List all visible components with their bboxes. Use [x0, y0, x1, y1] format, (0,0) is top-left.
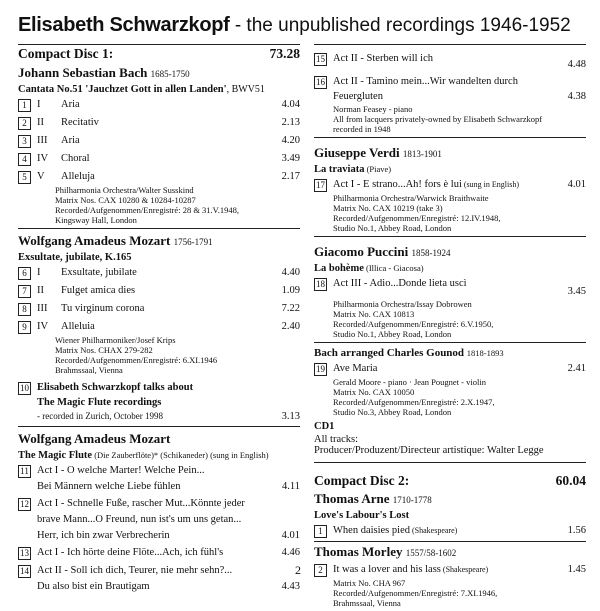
track-row[interactable]: 2 II Recitativ 2.13	[18, 116, 300, 130]
divider	[314, 342, 586, 343]
track-number: 14	[20, 566, 29, 576]
track-row[interactable]: 18 Act III - Adio...Donde lieta uscì 3.45	[316, 278, 586, 297]
page-number: 2	[295, 563, 301, 577]
magic-flute-tracks	[18, 464, 300, 593]
track-time: 4.01	[281, 530, 300, 541]
divider	[18, 426, 300, 427]
composer-years: 1818-1893	[466, 348, 504, 358]
track-number: 16	[316, 77, 325, 87]
track-row[interactable]: 11 Act I - O welche Marter! Welche Pein... Bei Männern welche Liebe fühlen 4.11	[18, 464, 300, 493]
disc1-heading	[18, 46, 300, 62]
track-title: Aria	[61, 99, 80, 110]
disc1-time: 73.28	[269, 46, 300, 61]
disc2-title: Compact Disc 2:	[314, 473, 410, 488]
divider	[314, 541, 586, 542]
page-header	[18, 14, 588, 40]
track-number: 19	[316, 364, 325, 374]
work-exsultate: Exsultate, jubilate, K.165	[18, 252, 132, 263]
track-row[interactable]: 2 It was a lover and his lass (Shakespeare) 1.45	[314, 563, 586, 577]
work-traviata: La traviata (Piave)	[314, 164, 392, 175]
right-column	[314, 52, 586, 611]
track-number: 1	[314, 525, 327, 538]
track-number: 12	[20, 499, 29, 509]
track-row[interactable]: 17 Act I - E strano...Ah! fors è lui (sung in English) 4.01	[316, 179, 586, 190]
track-time: 4.46	[281, 547, 300, 558]
divider	[18, 228, 300, 229]
composer-arne: Thomas Arne 1710-1778	[314, 491, 432, 506]
track-time: 7.22	[281, 303, 300, 314]
track-number: 8	[18, 303, 31, 316]
track-title: Recitativ	[61, 117, 99, 128]
track-title: Choral	[61, 153, 90, 164]
composer-puccini: Giacomo Puccini 1858-1924	[314, 244, 451, 259]
track-time: 4.04	[281, 99, 300, 110]
track-time: 4.40	[281, 267, 300, 278]
track-number: 9	[18, 321, 31, 334]
composer-mozart: Wolfgang Amadeus Mozart 1756-1791	[18, 233, 213, 248]
track-number: 7	[18, 285, 31, 298]
composer-bach: Johann Sebastian Bach 1685-1750	[18, 65, 190, 80]
track-time: 2.13	[281, 117, 300, 128]
disc2-time: 60.04	[555, 473, 586, 488]
work-loves-labours-lost: Love's Labour's Lost	[314, 510, 410, 521]
track-number: 17	[316, 180, 325, 190]
track-row[interactable]: 16 Act II - Tamino mein...Wir wandelten durch Feuergluten 4.38	[316, 76, 586, 102]
track-row[interactable]: 7 II Fulget amica dies 1.09	[18, 284, 300, 298]
track-time: 4.20	[281, 135, 300, 146]
track-row[interactable]: 4 IV Choral 3.49	[18, 152, 300, 166]
track-row[interactable]: 15 Act II - Sterben will ich 4.48	[316, 53, 586, 70]
artist-name: Elisabeth Schwarzkopf	[18, 14, 230, 36]
disc2-heading	[314, 473, 586, 489]
track-title: Alleluja	[61, 171, 95, 182]
track-time: 4.01	[567, 179, 586, 190]
track-title: Aria	[61, 135, 80, 146]
track-time: 2.41	[567, 363, 586, 374]
track-time: 4.43	[281, 581, 300, 592]
heading-gounod: Bach arranged Charles Gounod 1818-1893	[314, 347, 504, 359]
track-time: 1.09	[281, 285, 300, 296]
recording-note: Gerald Moore - piano · Jean Pougnet - violin Matrix No. CAX 10050 Recorded/Aufgenommen/Enregistré: 2.X.1947, Studio No.3, Abbey Road, London	[333, 377, 495, 417]
composer-years: 1813-1901	[402, 149, 442, 159]
disc1-title: Compact Disc 1:	[18, 46, 114, 61]
track-time: 4.48	[567, 59, 586, 70]
track-number: 4	[18, 153, 31, 166]
track-time: 2.40	[281, 321, 300, 332]
talk-line: - recorded in Zurich, October 1998	[37, 411, 163, 421]
talk-line: The Magic Flute recordings	[37, 397, 162, 408]
composer-years: 1685-1750	[150, 69, 190, 79]
recording-note: Matrix No. CHA 967 Recorded/Aufgenommen/Enregistré: 7.XI.1946, Brahmssaal, Vienna	[333, 578, 498, 608]
track-row[interactable]: 13 Act I - Ich hörte deine Flöte...Ach, ich fühl's 4.46	[20, 547, 300, 558]
track-time: 1.56	[567, 525, 586, 536]
cd1-label: CD1	[314, 421, 335, 432]
track-time: 4.11	[282, 481, 300, 492]
all-tracks-label: All tracks:	[314, 434, 359, 445]
work-magic-flute: The Magic Flute (Die Zauberflöte)* (Schikaneder) (sung in English)	[18, 450, 269, 461]
track-time: 3.45	[567, 286, 586, 297]
recording-note: Wiener Philharmoniker/Josef Krips Matrix Nos. CHAX 279-282 Recorded/Aufgenommen/Enregistré: 6.XI.1946 Brahmssaal, Vienna	[55, 335, 218, 375]
track-number: 11	[18, 465, 31, 478]
composer-mozart-2: Wolfgang Amadeus Mozart	[18, 431, 171, 446]
track-row[interactable]: 1 I Aria 4.04	[18, 98, 300, 112]
work-boheme: La bohème (Illica - Giacosa)	[314, 263, 424, 274]
track-number: 15	[316, 54, 325, 64]
track-row[interactable]: 1 When daisies pied (Shakespeare) 1.56	[314, 524, 586, 538]
composer-verdi: Giuseppe Verdi 1813-1901	[314, 145, 442, 160]
track-row[interactable]: 12 Act I - Schnelle Fuße, rascher Mut...Könnte jeder brave Mann...O Freund, nun ist's um uns getan... Herr, ich bin zwar Verbrecherin 4.01	[20, 498, 300, 541]
recording-note: Norman Feasey - piano All from lacquers privately-owned by Elisabeth Schwarzkopf recorded in 1948	[333, 104, 543, 134]
left-column	[18, 46, 300, 593]
track-title: Alleluia	[61, 321, 95, 332]
left-top-rule	[18, 44, 300, 45]
track-number: 6	[18, 267, 31, 280]
bach-tracks	[18, 98, 300, 184]
track-number: 18	[316, 279, 325, 289]
track-row[interactable]: 9 IV Alleluia 2.40	[18, 320, 300, 334]
divider	[314, 236, 586, 237]
track-number: 1	[18, 99, 31, 112]
track-row[interactable]: 19 Ave Maria 2.41	[316, 363, 586, 374]
divider	[314, 462, 586, 463]
track-time: 2.17	[281, 171, 300, 182]
composer-morley: Thomas Morley 1557/58-1602	[314, 544, 457, 559]
track-number: 5	[18, 171, 31, 184]
track-row-talk[interactable]	[18, 381, 300, 423]
track-row[interactable]: 14 Act II - Soll ich dich, Teurer, nie mehr sehn?... Du also bist ein Brautigam 4.43	[20, 565, 300, 592]
track-title: Fulget amica dies	[61, 285, 136, 296]
producer-credit: Producer/Produzent/Directeur artistique: Walter Legge	[314, 445, 544, 456]
recording-note: Philharmonia Orchestra/Walter Susskind Matrix Nos. CAX 10280 & 10284-10287 Recorded/Aufgenommen/Enregistré: 28 & 31.V.1948, Kingsway Hall, London	[55, 185, 239, 225]
track-number: 13	[20, 548, 29, 558]
track-time: 3.49	[281, 153, 300, 164]
composer-years: 1756-1791	[173, 237, 213, 247]
divider	[314, 137, 586, 138]
track-row[interactable]: 3 III Aria 4.20	[18, 134, 300, 148]
track-time: 4.38	[567, 91, 586, 102]
track-title: Tu virginum corona	[61, 303, 145, 314]
right-top-rule	[314, 44, 586, 45]
track-time: 3.13	[281, 411, 300, 422]
track-number: 10	[20, 383, 29, 393]
talk-line: Elisabeth Schwarzkopf talks about	[37, 382, 194, 393]
composer-years: 1710-1778	[392, 495, 432, 505]
track-title: Exsultate, jubilate	[61, 267, 137, 278]
composer-years: 1858-1924	[411, 248, 451, 258]
track-row[interactable]: 8 III Tu virginum corona 7.22	[18, 302, 300, 316]
track-number: 3	[18, 135, 31, 148]
composer-years: 1557/58-1602	[405, 548, 457, 558]
work-cantata: Cantata No.51 'Jauchzet Gott in allen Landen', BWV51	[18, 84, 265, 95]
track-time: 1.45	[567, 564, 586, 575]
track-number: 2	[18, 117, 31, 130]
recording-note: Philharmonia Orchestra/Issay Dobrowen Matrix No. CAX 10813 Recorded/Aufgenommen/Enregistré: 6.V.1950, Studio No.1, Abbey Road, London	[333, 299, 494, 339]
track-number: 2	[314, 564, 327, 577]
exsultate-tracks	[18, 266, 300, 334]
track-row[interactable]: 5 V Alleluja 2.17	[18, 170, 300, 184]
release-title: - the unpublished recordings 1946-1952	[229, 15, 571, 36]
track-row[interactable]: 6 I Exsultate, jubilate 4.40	[18, 266, 300, 280]
recording-note: Philharmonia Orchestra/Warwick Braithwaite Matrix No. CAX 10219 (take 3) Recorded/Aufgenommen/Enregistré: 12.IV.1948, Studio No.1, Abbey Road, London	[333, 193, 501, 233]
